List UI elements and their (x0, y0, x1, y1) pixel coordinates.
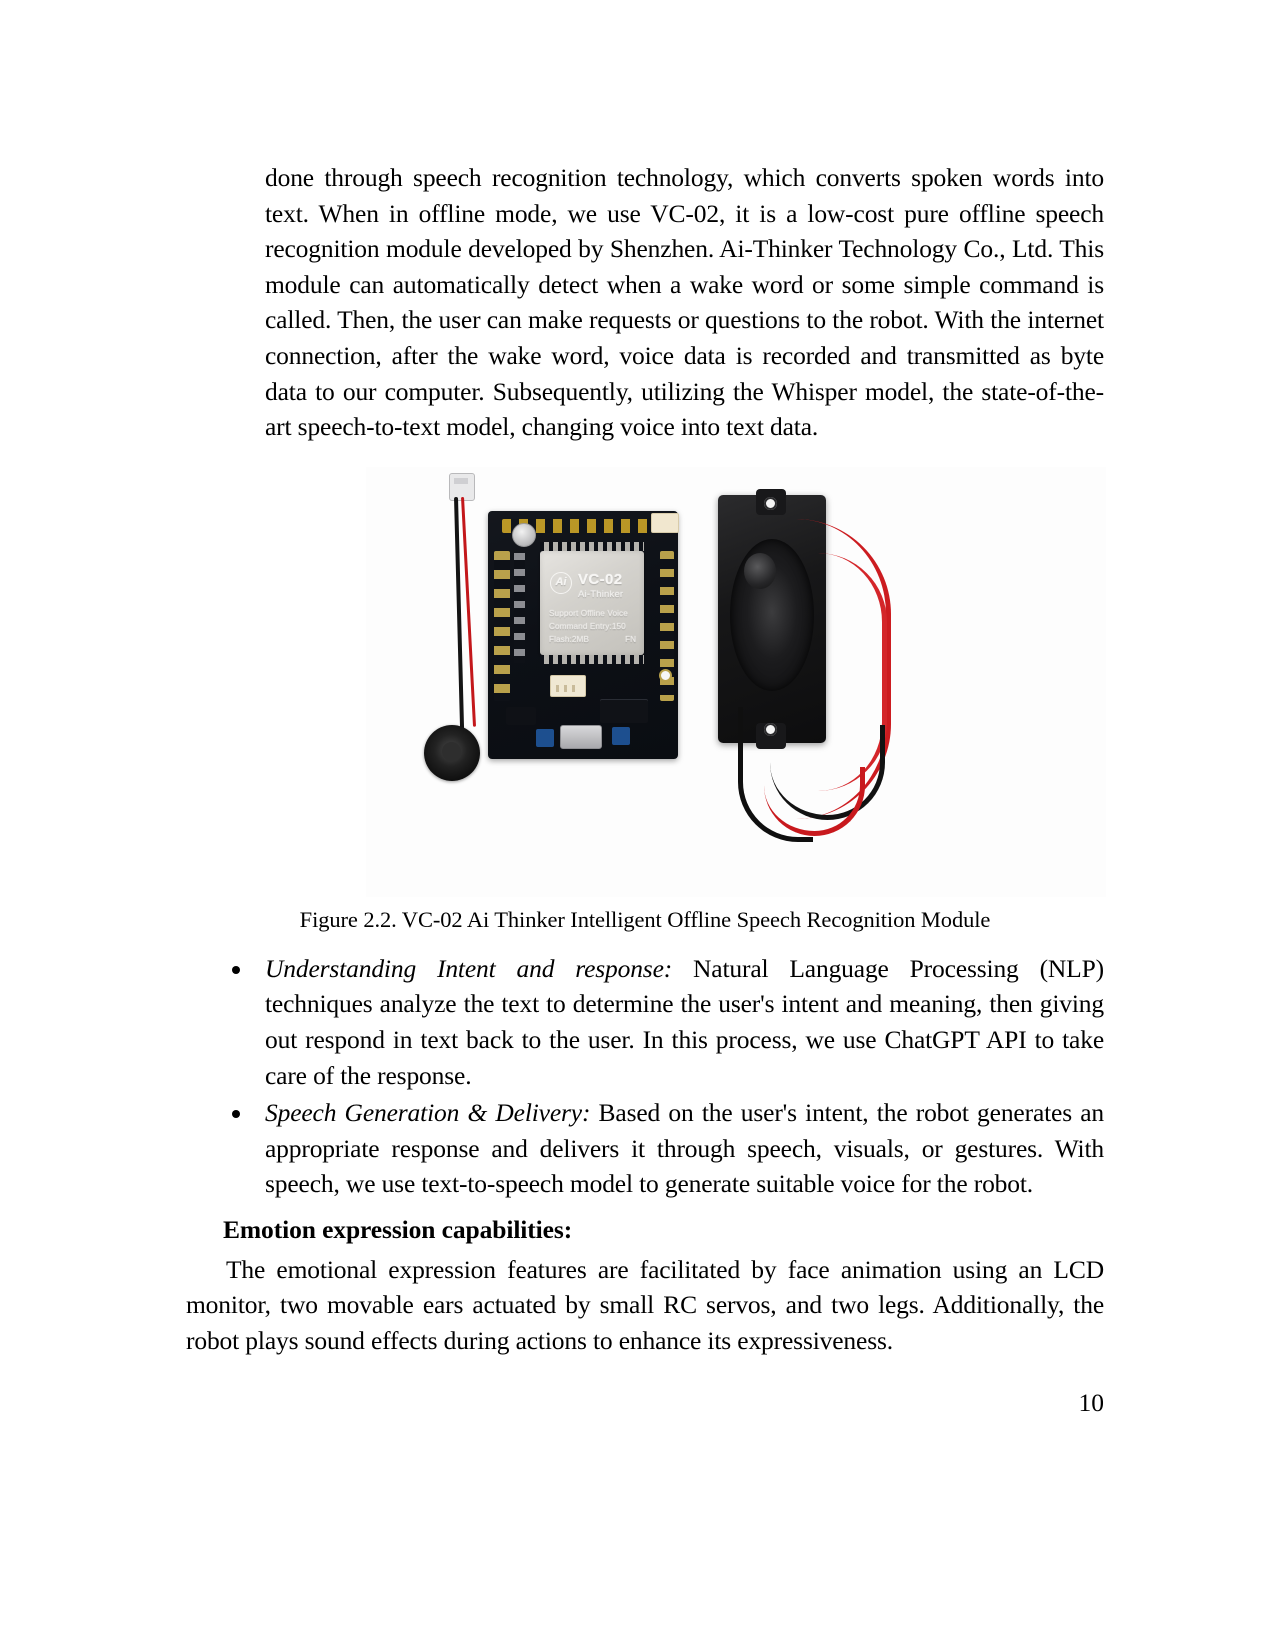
intro-paragraph: done through speech recognition technology, which converts spoken words into text. When in offline mode, we use VC-02, it is a low-cost pure offline speech recognition module developed by Shenzhen. Ai-Thinker Technology Co., Ltd. This module can automatically detect when a wake word or some simple command is called. Then, the user can make requests or questions to the robot. With the internet connection, after the wake word, voice data is recorded and transmitted as byte data to our computer. Subsequently, utilizing the Whisper model, the state-of-the-art speech-to-text model, changing voice into text data. (265, 163, 1104, 442)
bullet-term: Speech Generation & Delivery: (265, 1098, 591, 1128)
module-title-label: VC-02 (578, 570, 623, 588)
pin-header-left-inner (514, 553, 525, 663)
closing-paragraph: The emotional expression features are facilitated by face animation using an LCD monitor, two movable ears actuated by small RC servos, and two legs. Additionally, the robot plays sound effects during actions to enhance its expressiveness. (186, 1254, 1104, 1355)
micro-usb-port (560, 725, 602, 749)
driver-ic (600, 699, 648, 723)
vc02-module-photo (366, 467, 1106, 897)
list-item (186, 1095, 1104, 1202)
vc02-soc-module (540, 551, 644, 655)
mounting-hole (659, 669, 672, 682)
reset-button (536, 729, 554, 747)
module-feature-line-2: Command Entry:150 (549, 621, 626, 631)
module-fn-label: FN (625, 634, 636, 644)
jst-speaker-connector (550, 675, 586, 697)
ai-thinker-logo-icon: Ai (550, 572, 572, 594)
bullet-dot-icon (232, 966, 240, 974)
pin-header-left (494, 551, 510, 701)
module-shield-bottom (540, 655, 644, 664)
bullet-text: Based on the user's intent, the robot generates an appropriate response and delivers it through speech, visuals, or gestures. With speech, we use text-to-speech model to generate suitable voice for the robot. (265, 1098, 1104, 1199)
page-number: 10 (1078, 1388, 1104, 1417)
speaker-screw-hole-top (764, 497, 777, 510)
speaker-dust-cap (744, 553, 776, 589)
figure-caption: Figure 2.2. VC-02 Ai Thinker Intelligent Offline Speech Recognition Module (299, 906, 991, 932)
bullet-dot-icon (232, 1110, 240, 1118)
module-shield-top (540, 542, 644, 551)
boot-button (612, 727, 630, 745)
regulator-ic (506, 707, 536, 725)
microphone-capsule (424, 725, 480, 781)
capability-bullet-list (186, 951, 1104, 1202)
module-silkscreen (540, 551, 644, 655)
figure-2-2 (186, 467, 1104, 897)
module-feature-line-3: Flash:2MB (549, 634, 590, 644)
section-heading: Emotion expression capabilities: (223, 1214, 573, 1244)
list-item (186, 951, 1104, 1093)
intro-paragraph-block (186, 160, 1104, 445)
module-feature-line-1: Support Offline Voice (549, 608, 628, 618)
mic-wire-red (461, 497, 476, 727)
vc02-development-board (488, 511, 678, 759)
electrolytic-capacitor (512, 523, 536, 547)
jst-connector-top (651, 513, 679, 533)
bullet-term: Understanding Intent and response: (265, 953, 673, 983)
page-content (186, 160, 1104, 1417)
bullet-text: Natural Language Processing (NLP) techniques analyze the text to determine the user's intent and meaning, then giving out respond in text back to the user. In this process, we use ChatGPT API to take care of the response. (265, 953, 1104, 1090)
module-brand-label: Ai-Thinker (578, 588, 624, 600)
